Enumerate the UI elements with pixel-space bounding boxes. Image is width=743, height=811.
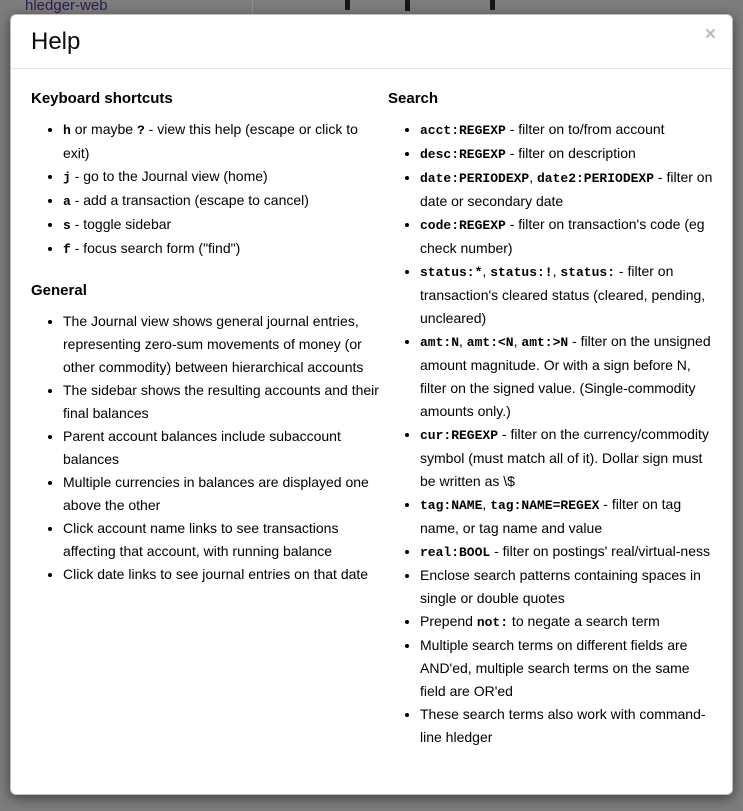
list-item: • Click account name links to see transactions affecting that account, with running balance [63, 517, 381, 563]
list-item: • j - go to the Journal view (home) [63, 165, 381, 189]
code-term: date2:PERIODEXP [537, 171, 655, 186]
section-heading: General [31, 282, 87, 299]
help-list [31, 118, 381, 261]
code-term: tag:NAME=REGEX [490, 498, 600, 513]
modal-header [11, 15, 732, 69]
list-item: • amt:N, amt:<N, amt:>N - filter on the unsigned amount magnitude. Or with a sign before N, filter on the signed value. (Single-commodity amounts only.) [420, 330, 716, 423]
list-item: • f - focus search form ("find") [63, 237, 381, 261]
code-term: cur:REGEXP [420, 428, 499, 443]
section-heading: Keyboard shortcuts [31, 90, 173, 107]
section-heading: Search [388, 90, 439, 107]
code-term: not: [476, 615, 509, 630]
code-term: status: [560, 265, 616, 280]
help-list [31, 310, 381, 586]
list-item: • Prepend not: to negate a search term [420, 610, 716, 634]
help-modal [10, 14, 733, 795]
code-term: desc:REGEXP [420, 147, 506, 162]
list-item: • Parent account balances include subaccount balances [63, 425, 381, 471]
modal-title: Help [31, 28, 81, 55]
list-item: • Click date links to see journal entries on that date [63, 563, 381, 586]
modal-body [11, 69, 732, 779]
list-item: • desc:REGEXP - filter on description [420, 142, 716, 166]
code-term: j [63, 170, 71, 185]
list-item: • code:REGEXP - filter on transaction's code (eg check number) [420, 213, 716, 260]
list-item: • acct:REGEXP - filter on to/from account [420, 118, 716, 142]
list-item: • tag:NAME, tag:NAME=REGEX - filter on tag name, or tag name and value [420, 493, 716, 540]
list-item: • The Journal view shows general journal entries, representing zero-sum movements of money (or other commodity) between hierarchical accounts [63, 310, 381, 379]
help-column-right [381, 89, 716, 759]
code-term: status:! [490, 265, 553, 280]
code-term: s [63, 218, 71, 233]
list-item: • The sidebar shows the resulting accounts and their final balances [63, 379, 381, 425]
code-term: amt:<N [466, 335, 514, 350]
list-item: • a - add a transaction (escape to cancel) [63, 189, 381, 213]
list-item: • Multiple search terms on different fields are AND'ed, multiple search terms on the same field are OR'ed [420, 634, 716, 703]
code-term: amt:>N [521, 335, 569, 350]
code-term: code:REGEXP [420, 218, 506, 233]
code-term: tag:NAME [420, 498, 483, 513]
brand-link: hledger-web [25, 0, 108, 14]
list-item: • Enclose search patterns containing spaces in single or double quotes [420, 564, 716, 610]
code-term: amt:N [420, 335, 460, 350]
code-term: date:PERIODEXP [420, 171, 530, 186]
list-item: • s - toggle sidebar [63, 213, 381, 237]
code-term: status:* [420, 265, 483, 280]
help-column-left [31, 89, 381, 759]
list-item: • These search terms also work with command-line hledger [420, 703, 716, 749]
list-item: • h or maybe ? - view this help (escape or click to exit) [63, 118, 381, 165]
code-term: ? [136, 123, 145, 138]
code-term: h [63, 123, 71, 138]
list-item: • real:BOOL - filter on postings' real/virtual-ness [420, 540, 716, 564]
list-item: • status:*, status:!, status: - filter on transaction's cleared status (cleared, pending, uncleared) [420, 260, 716, 330]
code-term: acct:REGEXP [420, 123, 506, 138]
code-term: a [63, 194, 71, 209]
help-list [388, 118, 716, 749]
close-icon[interactable]: × [704, 24, 716, 45]
code-term: f [63, 242, 71, 257]
list-item: • cur:REGEXP - filter on the currency/commodity symbol (must match all of it). Dollar sign must be written as \$ [420, 423, 716, 493]
list-item: • date:PERIODEXP, date2:PERIODEXP - filter on date or secondary date [420, 166, 716, 213]
code-term: real:BOOL [420, 545, 491, 560]
list-item: • Multiple currencies in balances are displayed one above the other [63, 471, 381, 517]
